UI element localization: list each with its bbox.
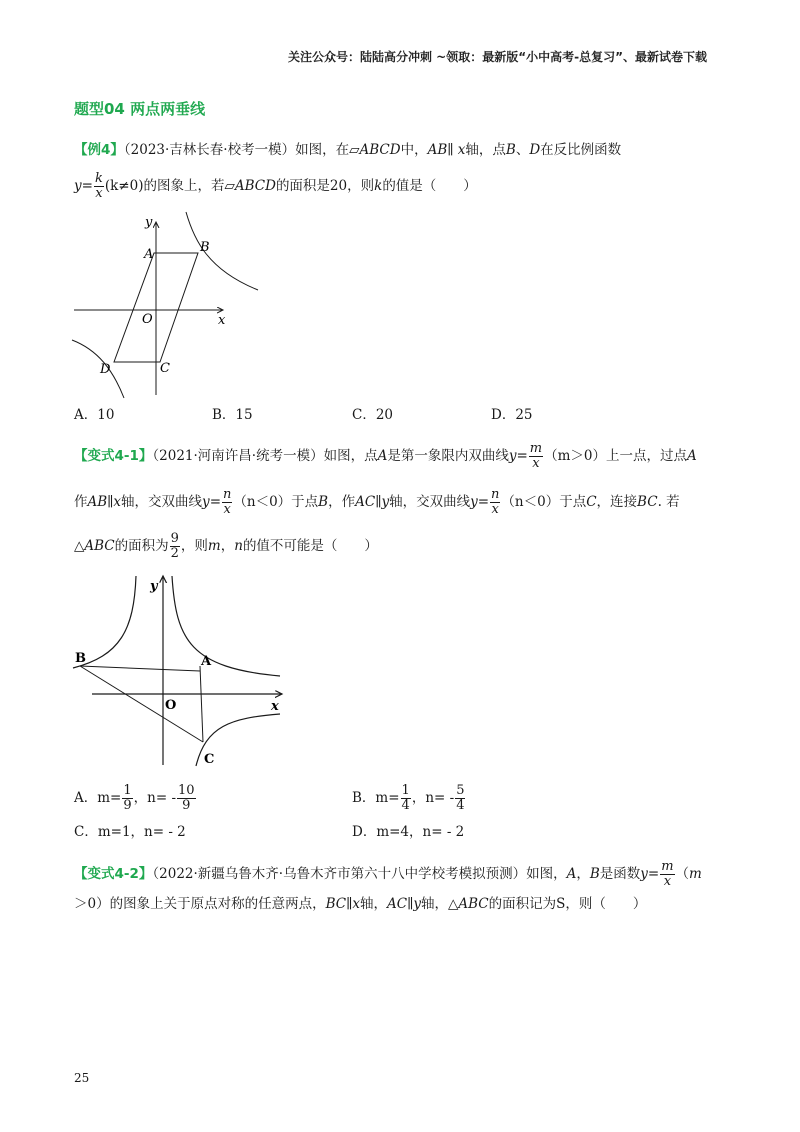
fraction-numerator: n <box>491 487 500 502</box>
point-label-b: B <box>200 240 210 255</box>
variant-4-1-line-2 <box>74 488 680 517</box>
text-run: 的面积记为S，则（ ） <box>488 896 647 912</box>
math-y: y <box>470 494 478 510</box>
text-run: ，n= - <box>411 790 455 806</box>
math-y: y <box>640 866 648 882</box>
fraction-denominator: 4 <box>401 798 410 813</box>
text-run: 如图， <box>526 866 567 882</box>
fraction-m-value <box>122 784 132 813</box>
condition-m: （m＞0） <box>544 448 607 464</box>
math-bc: BC <box>637 494 658 510</box>
text-run: 轴，交双曲线 <box>121 494 203 510</box>
math-eq: = <box>477 494 490 510</box>
text-run: 的图象上，若 <box>143 178 225 194</box>
hyperbola-branch-third-quadrant <box>72 340 124 398</box>
text-run: 、 <box>515 142 530 158</box>
math-m: m <box>689 866 702 882</box>
example-4-option-d: D．25 <box>491 407 533 423</box>
x-axis-label: x <box>271 699 279 714</box>
parallel-symbol: ∥ <box>447 142 454 158</box>
fraction-denominator: x <box>95 186 103 201</box>
text-run: 轴，交双曲线 <box>389 494 471 510</box>
text-run: （ <box>675 866 690 882</box>
fraction-numerator: 1 <box>401 783 410 798</box>
parallelogram-symbol: ▱ <box>349 142 360 158</box>
variant-4-2-source: （2022·新疆乌鲁木齐·乌鲁木齐市第六十八中学校考模拟预测） <box>152 866 527 882</box>
variant-4-2-line-1 <box>74 860 702 889</box>
fraction-numerator: n <box>223 487 232 502</box>
fraction-numerator: 5 <box>456 783 465 798</box>
math-b: B <box>589 866 600 882</box>
variant-4-1-option-c: C．m=1，n= - 2 <box>74 824 186 840</box>
section-title: 题型04 两点两垂线 <box>74 100 206 118</box>
math-y: y <box>381 494 390 510</box>
variant-4-1-option-b <box>352 784 466 813</box>
point-label-b: B <box>75 651 86 666</box>
origin-label: O <box>142 312 153 327</box>
math-b: B <box>505 142 516 158</box>
fraction-numerator: 10 <box>178 783 195 798</box>
fraction-m-value <box>401 784 411 813</box>
example-4-figure <box>68 210 268 400</box>
variant-4-2-tag: 【变式4-2】 <box>74 866 153 882</box>
fraction-n-over-x <box>490 488 500 517</box>
variant-4-1-figure <box>70 570 290 770</box>
variant-4-1-option-a <box>74 784 197 813</box>
origin-label: O <box>165 698 177 713</box>
math-ab: AB <box>427 142 448 158</box>
fraction-numerator: k <box>94 171 103 186</box>
fraction-denominator: 9 <box>123 798 132 813</box>
fraction-denominator: 2 <box>170 546 179 561</box>
math-x: x <box>457 142 466 158</box>
fraction-n-value <box>455 784 465 813</box>
condition-n: （n＜0） <box>233 494 292 510</box>
variant-4-1-tag: 【变式4-1】 <box>74 448 153 464</box>
condition-k: (k≠0) <box>104 178 144 194</box>
math-y: y <box>508 448 517 464</box>
fraction-denominator: x <box>491 502 499 517</box>
math-a: A <box>687 448 697 464</box>
math-ac: AC <box>355 494 376 510</box>
text-run: 的值是（ ） <box>382 178 477 194</box>
point-label-c: C <box>204 752 215 767</box>
math-m: m <box>207 538 221 554</box>
example-4-option-a: A．10 <box>74 407 115 423</box>
fraction-k-over-x <box>94 172 104 201</box>
fraction-denominator: 4 <box>456 798 465 813</box>
fraction-n-value <box>177 784 196 813</box>
math-c: C <box>586 494 597 510</box>
fraction-m-over-x <box>529 442 543 471</box>
math-eq: = <box>209 494 221 510</box>
text-run: . 若 <box>657 494 680 510</box>
text-run: 的面积为 <box>114 538 169 554</box>
parallel-symbol: ∥ <box>107 494 114 510</box>
parallel-symbol: ∥ <box>375 494 382 510</box>
math-abc: ABC <box>84 538 115 554</box>
text-run: 于点 <box>559 494 587 510</box>
point-label-c: C <box>160 361 170 376</box>
fraction-nine-halves <box>170 532 180 561</box>
variant-4-1-source: （2021·河南许昌·统考一模） <box>152 448 324 464</box>
variant-4-2-line-2 <box>74 894 646 914</box>
text-run: 如图，点 <box>323 448 378 464</box>
text-run: 是第一象限内双曲线 <box>387 448 509 464</box>
math-x: x <box>352 896 360 912</box>
math-abcd: ABCD <box>234 178 276 194</box>
example-4-option-b: B．15 <box>212 407 253 423</box>
triangle-symbol: △ <box>74 538 85 554</box>
text-run: 轴， <box>359 896 387 912</box>
fraction-denominator: x <box>532 456 540 471</box>
segment-bc <box>80 666 203 742</box>
text-run: ，连接 <box>596 494 638 510</box>
text-run: ， <box>220 538 235 554</box>
point-label-a: A <box>144 247 154 262</box>
text-run: ， <box>576 866 590 882</box>
math-y: y <box>202 494 210 510</box>
math-b: B <box>318 494 329 510</box>
point-label-d: D <box>100 362 111 377</box>
text-run: ，则 <box>180 538 208 554</box>
math-eq: = <box>81 178 93 194</box>
text-run: 如图，在 <box>295 142 350 158</box>
example-4-tag: 【例4】 <box>74 142 124 158</box>
fraction-n-over-x <box>222 488 232 517</box>
fraction-denominator: 9 <box>182 798 191 813</box>
hyperbola-branch-first-quadrant <box>186 212 258 290</box>
example-4-line-2 <box>74 172 477 201</box>
math-ab: AB <box>87 494 108 510</box>
segment-ab <box>80 666 200 671</box>
hyperbola-m-first-quadrant <box>172 576 280 676</box>
fraction-numerator: 9 <box>170 531 179 546</box>
math-a: A <box>566 866 577 882</box>
math-m-eq: m= <box>375 790 400 806</box>
parallelogram-symbol: ▱ <box>224 178 235 194</box>
example-4-option-c: C．20 <box>352 407 394 423</box>
math-a: A <box>377 448 388 464</box>
segment-ac <box>200 666 203 742</box>
text-run: ，n= - <box>133 790 177 806</box>
text-run: 作 <box>74 494 88 510</box>
text-run: 中， <box>400 142 428 158</box>
fraction-m-over-x <box>660 860 674 889</box>
math-d: D <box>529 142 541 158</box>
text-run: ，作 <box>328 494 356 510</box>
text-run: 轴，点 <box>465 142 506 158</box>
parallel-symbol: ∥ <box>407 896 414 912</box>
math-eq: = <box>516 448 528 464</box>
y-axis-label: y <box>150 579 158 594</box>
math-y: y <box>413 896 421 912</box>
math-x: x <box>113 494 122 510</box>
math-n: n <box>234 538 243 554</box>
option-label: B． <box>352 790 376 806</box>
variant-4-1-line-1 <box>74 442 697 471</box>
math-y: y <box>74 178 82 194</box>
fraction-numerator: m <box>529 441 543 456</box>
math-eq: = <box>647 866 660 882</box>
text-run: ＞0）的图象上关于原点对称的任意两点， <box>74 896 326 912</box>
variant-4-1-option-d: D．m=4，n= - 2 <box>352 824 465 840</box>
math-ac: AC <box>386 896 408 912</box>
example-4-line-1 <box>74 140 621 160</box>
condition-n: （n＜0） <box>501 494 560 510</box>
math-k: k <box>374 178 383 194</box>
math-abc: ABC <box>458 896 489 912</box>
variant-4-1-line-3 <box>74 532 378 561</box>
page-number: 25 <box>74 1071 90 1085</box>
fraction-numerator: m <box>661 859 674 874</box>
parallel-symbol: ∥ <box>346 896 353 912</box>
text-run: 的面积是20，则 <box>275 178 375 194</box>
math-bc: BC <box>325 896 347 912</box>
option-label: A． <box>74 790 98 806</box>
example-4-source: （2023·吉林长春·校考一模） <box>123 142 296 158</box>
x-axis-label: x <box>218 313 226 328</box>
text-run: 是函数 <box>599 866 641 882</box>
math-abcd: ABCD <box>359 142 401 158</box>
y-axis-label: y <box>145 215 153 230</box>
fraction-denominator: x <box>663 874 672 889</box>
text-run: 于点 <box>291 494 319 510</box>
fraction-denominator: x <box>223 502 231 517</box>
fraction-numerator: 1 <box>123 783 132 798</box>
text-run: 在反比例函数 <box>540 142 622 158</box>
text-run: 轴，△ <box>420 896 459 912</box>
page-header: 关注公众号：陆陆高分冲刺 ~领取：最新版“小中高考-总复习”、最新试卷下载 <box>288 50 707 64</box>
text-run: 上一点，过点 <box>606 448 688 464</box>
text-run: 的值不可能是（ ） <box>242 538 378 554</box>
math-m-eq: m= <box>97 790 122 806</box>
point-label-a: A <box>201 654 212 669</box>
